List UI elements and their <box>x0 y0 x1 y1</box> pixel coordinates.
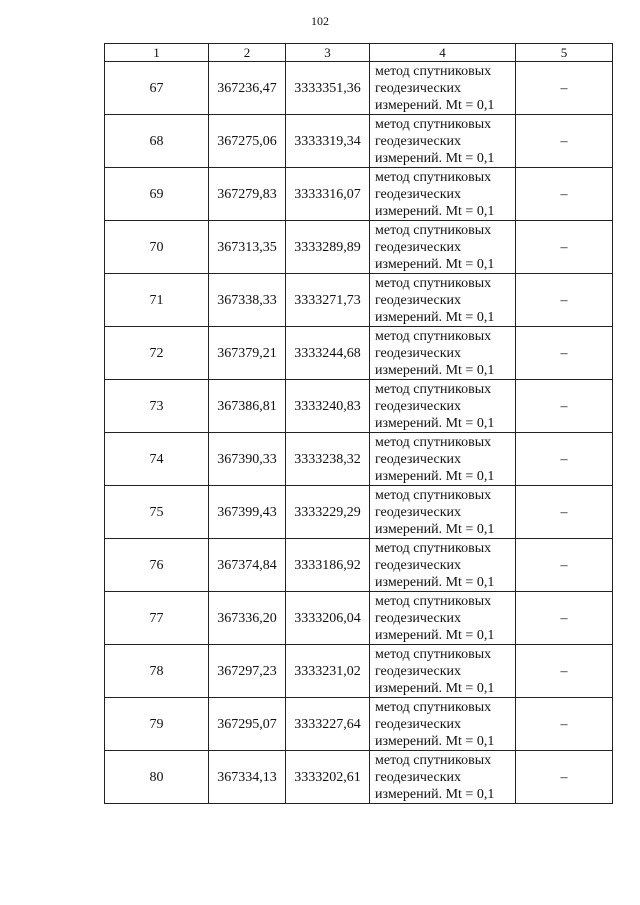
table-row <box>105 751 613 804</box>
point-number: 77 <box>105 592 209 645</box>
table-row <box>105 645 613 698</box>
coord-y: 3333229,29 <box>286 486 370 539</box>
coord-x: 367279,83 <box>209 168 286 221</box>
method-line: геодезических <box>375 610 462 626</box>
method-line: геодезических <box>375 239 462 255</box>
method-line: измерений. Mt = 0,1 <box>375 309 495 325</box>
method-cell <box>370 698 516 751</box>
coord-x: 367334,13 <box>209 751 286 804</box>
method-cell <box>370 327 516 380</box>
method-cell <box>370 380 516 433</box>
method-line: измерений. Mt = 0,1 <box>375 203 495 219</box>
table-header-row <box>105 44 613 62</box>
coord-x: 367338,33 <box>209 274 286 327</box>
method-line: метод спутниковых <box>375 63 492 79</box>
column-5-value: – <box>516 539 613 592</box>
point-number: 67 <box>105 62 209 115</box>
method-line: метод спутниковых <box>375 275 492 291</box>
coord-y: 3333319,34 <box>286 115 370 168</box>
method-line: измерений. Mt = 0,1 <box>375 733 495 749</box>
method-line: измерений. Mt = 0,1 <box>375 468 495 484</box>
method-cell <box>370 539 516 592</box>
method-line: геодезических <box>375 504 462 520</box>
column-header: 3 <box>286 44 370 62</box>
table-row <box>105 327 613 380</box>
method-cell <box>370 592 516 645</box>
coord-y: 3333289,89 <box>286 221 370 274</box>
column-5-value: – <box>516 645 613 698</box>
coord-y: 3333202,61 <box>286 751 370 804</box>
method-line: измерений. Mt = 0,1 <box>375 574 495 590</box>
coord-x: 367275,06 <box>209 115 286 168</box>
coord-x: 367379,21 <box>209 327 286 380</box>
point-number: 73 <box>105 380 209 433</box>
method-line: измерений. Mt = 0,1 <box>375 521 495 537</box>
method-line: метод спутниковых <box>375 752 492 768</box>
method-line: геодезических <box>375 186 462 202</box>
coord-y: 3333186,92 <box>286 539 370 592</box>
table-row <box>105 433 613 486</box>
method-cell <box>370 115 516 168</box>
table-row <box>105 62 613 115</box>
coord-x: 367297,23 <box>209 645 286 698</box>
column-5-value: – <box>516 433 613 486</box>
table-row <box>105 539 613 592</box>
column-5-value: – <box>516 115 613 168</box>
method-line: метод спутниковых <box>375 222 492 238</box>
method-line: метод спутниковых <box>375 646 492 662</box>
method-cell <box>370 645 516 698</box>
point-number: 70 <box>105 221 209 274</box>
method-line: геодезических <box>375 716 462 732</box>
coord-x: 367295,07 <box>209 698 286 751</box>
method-line: измерений. Mt = 0,1 <box>375 256 495 272</box>
page-number: 102 <box>311 14 329 28</box>
coord-x: 367313,35 <box>209 221 286 274</box>
coord-x: 367386,81 <box>209 380 286 433</box>
coord-y: 3333351,36 <box>286 62 370 115</box>
column-header: 4 <box>370 44 516 62</box>
coord-x: 367390,33 <box>209 433 286 486</box>
coord-y: 3333271,73 <box>286 274 370 327</box>
column-5-value: – <box>516 168 613 221</box>
method-cell <box>370 62 516 115</box>
coord-x: 367236,47 <box>209 62 286 115</box>
method-cell <box>370 168 516 221</box>
column-header: 5 <box>516 44 613 62</box>
method-line: измерений. Mt = 0,1 <box>375 415 495 431</box>
method-line: геодезических <box>375 769 462 785</box>
column-5-value: – <box>516 221 613 274</box>
coord-y: 3333244,68 <box>286 327 370 380</box>
point-number: 79 <box>105 698 209 751</box>
method-line: метод спутниковых <box>375 328 492 344</box>
point-number: 68 <box>105 115 209 168</box>
method-cell <box>370 221 516 274</box>
method-line: геодезических <box>375 663 462 679</box>
point-number: 69 <box>105 168 209 221</box>
method-line: геодезических <box>375 557 462 573</box>
point-number: 75 <box>105 486 209 539</box>
method-cell <box>370 433 516 486</box>
table-row <box>105 168 613 221</box>
method-line: измерений. Mt = 0,1 <box>375 362 495 378</box>
method-line: метод спутниковых <box>375 487 492 503</box>
method-cell <box>370 274 516 327</box>
column-5-value: – <box>516 380 613 433</box>
coord-x: 367399,43 <box>209 486 286 539</box>
column-5-value: – <box>516 592 613 645</box>
coord-y: 3333231,02 <box>286 645 370 698</box>
method-cell <box>370 486 516 539</box>
method-line: метод спутниковых <box>375 434 492 450</box>
point-number: 72 <box>105 327 209 380</box>
method-line: измерений. Mt = 0,1 <box>375 627 495 643</box>
method-line: геодезических <box>375 398 462 414</box>
column-5-value: – <box>516 62 613 115</box>
table-row <box>105 115 613 168</box>
method-line: измерений. Mt = 0,1 <box>375 97 495 113</box>
method-line: геодезических <box>375 451 462 467</box>
column-5-value: – <box>516 327 613 380</box>
method-cell <box>370 751 516 804</box>
method-line: метод спутниковых <box>375 699 492 715</box>
column-header: 2 <box>209 44 286 62</box>
method-line: измерений. Mt = 0,1 <box>375 786 495 802</box>
method-line: измерений. Mt = 0,1 <box>375 680 495 696</box>
column-5-value: – <box>516 486 613 539</box>
method-line: метод спутниковых <box>375 540 492 556</box>
point-number: 71 <box>105 274 209 327</box>
coord-x: 367336,20 <box>209 592 286 645</box>
method-line: метод спутниковых <box>375 169 492 185</box>
point-number: 78 <box>105 645 209 698</box>
column-header: 1 <box>105 44 209 62</box>
point-number: 74 <box>105 433 209 486</box>
coord-y: 3333206,04 <box>286 592 370 645</box>
point-number: 80 <box>105 751 209 804</box>
coord-y: 3333316,07 <box>286 168 370 221</box>
method-line: измерений. Mt = 0,1 <box>375 150 495 166</box>
coord-y: 3333227,64 <box>286 698 370 751</box>
coord-x: 367374,84 <box>209 539 286 592</box>
table-row <box>105 486 613 539</box>
table-row <box>105 221 613 274</box>
method-line: метод спутниковых <box>375 593 492 609</box>
method-line: метод спутниковых <box>375 381 492 397</box>
column-5-value: – <box>516 751 613 804</box>
table-row <box>105 698 613 751</box>
table-row <box>105 380 613 433</box>
coordinates-table <box>104 43 613 804</box>
method-line: геодезических <box>375 80 462 96</box>
table-row <box>105 592 613 645</box>
method-line: геодезических <box>375 292 462 308</box>
point-number: 76 <box>105 539 209 592</box>
table-row <box>105 274 613 327</box>
method-line: геодезических <box>375 345 462 361</box>
column-5-value: – <box>516 698 613 751</box>
column-5-value: – <box>516 274 613 327</box>
coord-y: 3333238,32 <box>286 433 370 486</box>
method-line: метод спутниковых <box>375 116 492 132</box>
coord-y: 3333240,83 <box>286 380 370 433</box>
method-line: геодезических <box>375 133 462 149</box>
